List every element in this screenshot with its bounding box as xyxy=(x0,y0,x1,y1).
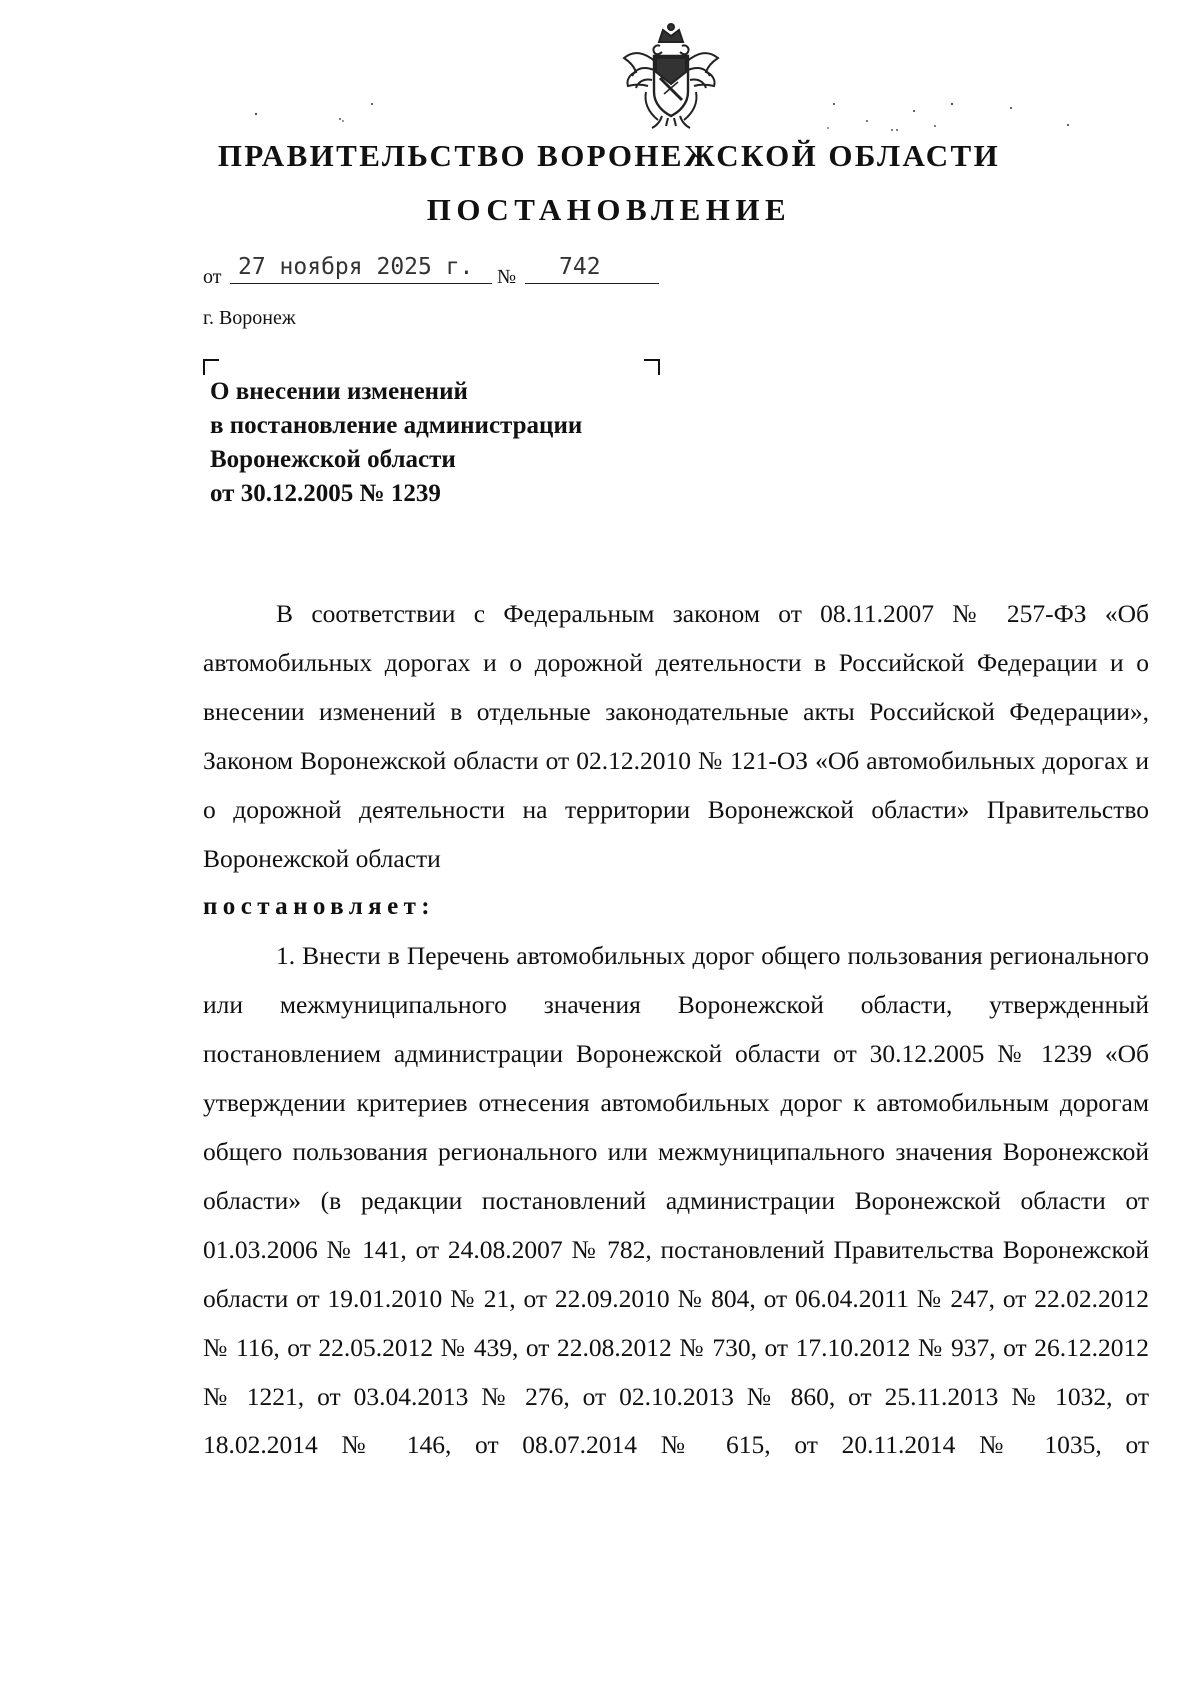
city-name: г. Воронеж xyxy=(203,307,296,329)
subject-bracket-right xyxy=(644,359,660,375)
preamble-paragraph: В соответствии с Федеральным законом от 08.11.2007 № 257-ФЗ «Об автомобильных дорогах и о дорожной деятельности в Российской Федерации и о внесении изменений в отдельные законодательные акты Российской Федерации», Законом Воронежской области от 02.12.2010 № 121-ОЗ «Об автомобильных дорогах и о дорожной деятельности на территории Воронежской области» Правительство Воронежской области xyxy=(203,599,1149,873)
subject-line: О внесении изменений xyxy=(210,378,468,405)
government-title: ПРАВИТЕЛЬСТВО ВОРОНЕЖСКОЙ ОБЛАСТИ xyxy=(217,138,1001,173)
subject-line: от 30.12.2005 № 1239 xyxy=(210,480,441,507)
subject-line: в постановление администрации xyxy=(210,412,583,439)
number-label: № xyxy=(497,266,517,288)
subject-line: Воронежской области xyxy=(210,446,456,473)
document-date: 27 ноября 2025 г. xyxy=(230,250,492,284)
document-type: ПОСТАНОВЛЕНИЕ xyxy=(426,192,792,227)
document-number: 742 xyxy=(525,250,659,284)
decree-word: постановляет: xyxy=(203,893,435,921)
item-1-paragraph: 1. Внести в Перечень автомобильных дорог общего пользования регионального или межмуниципального значения Воронежской области, утвержденный постановлением администрации Воронежской области от 30.12.2005 № 1239 «Об утверждении критериев отнесения автомобильных дорог к автомобильным дорогам общего пользования регионального или межмуниципального значения Воронежской области» (в редакции постановлений администрации Воронежской области от 01.03.2006 № 141, от 24.08.2007 № 782, постановлений Правительства Воронежской области от 19.01.2010 № 21, от 22.09.2010 № 804, от 06.04.2011 № 247, от 22.02.2012 № 116, от 22.05.2012 № 439, от 22.08.2012 № 730, от 17.10.2012 № 937, от 26.12.2012 № 1221, от 03.04.2013 № 276, от 02.10.2013 № 860, от 25.11.2013 № 1032, от 18.02.2014 № 146, от 08.07.2014 № 615, от 20.11.2014 № 1035, от xyxy=(203,941,1149,1460)
document-subject xyxy=(210,375,670,511)
coat-of-arms-icon xyxy=(616,22,726,130)
scan-specks xyxy=(0,0,1200,140)
from-label: от xyxy=(203,266,222,288)
date-number-line xyxy=(203,250,673,290)
subject-bracket-left xyxy=(203,359,219,375)
document-body xyxy=(203,590,1149,1470)
